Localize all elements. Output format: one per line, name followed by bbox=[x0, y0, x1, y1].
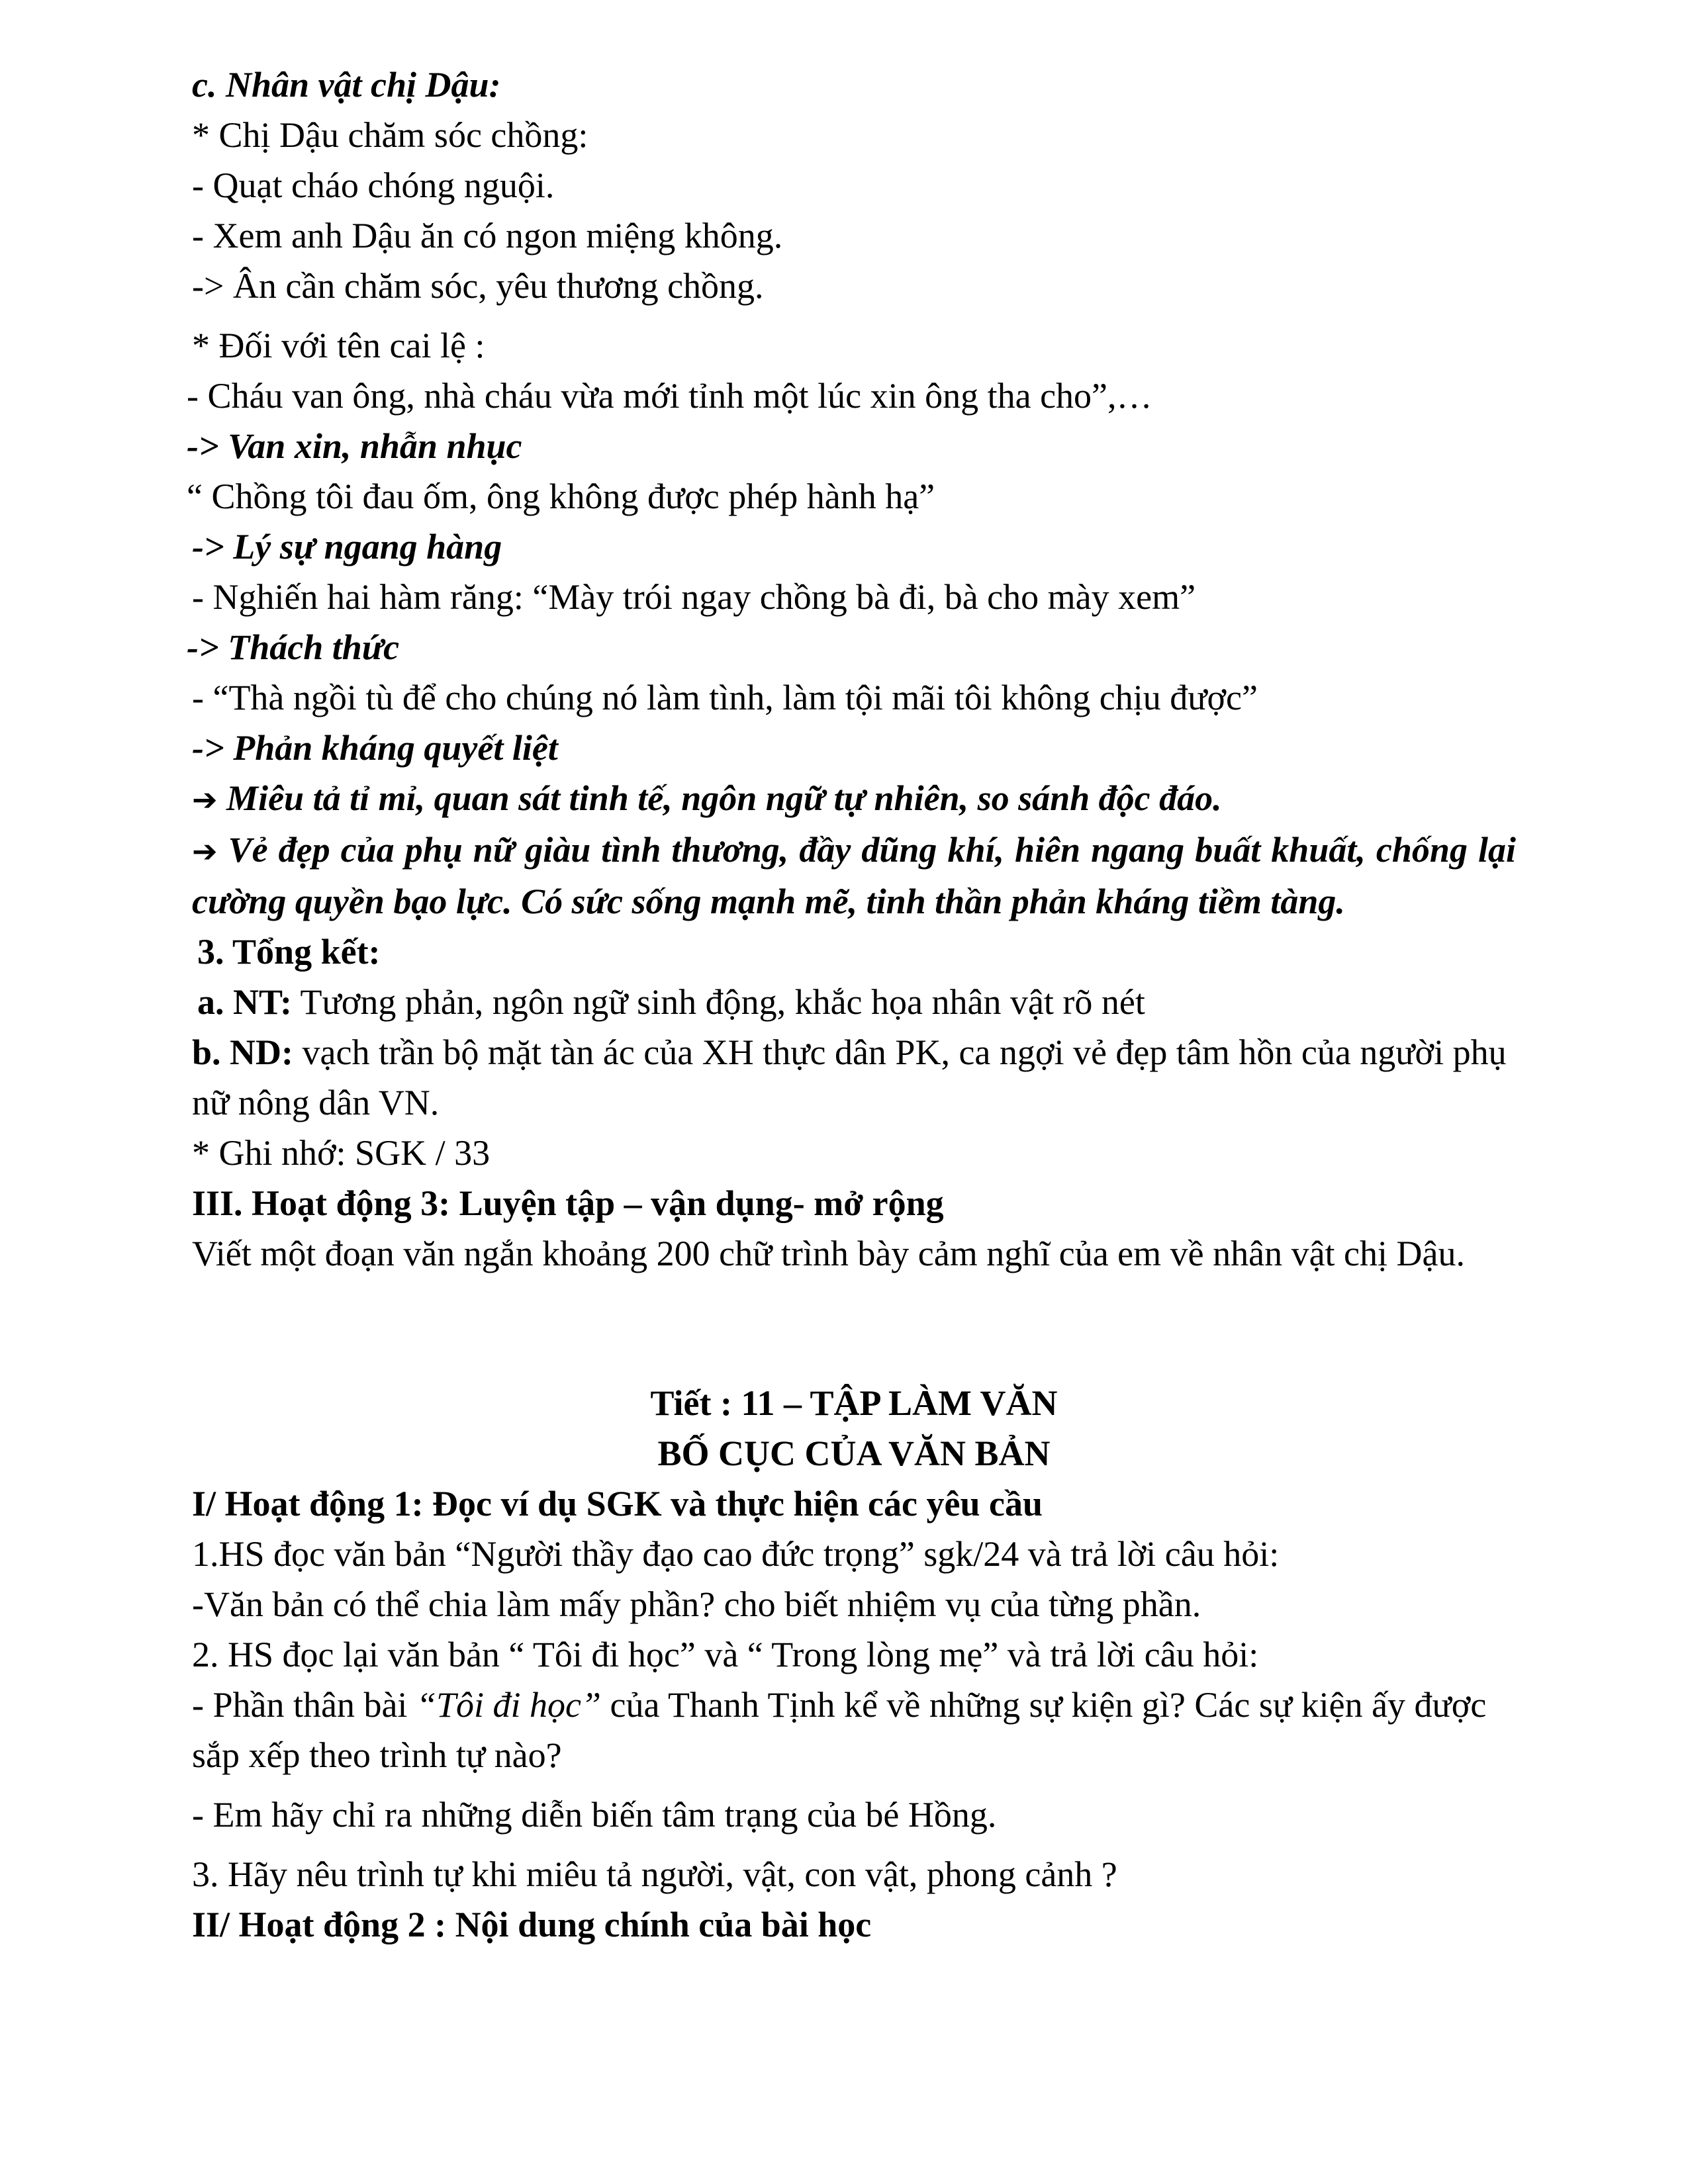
question-2b: - Em hãy chỉ ra những diễn biến tâm trạng của bé Hồng. bbox=[192, 1795, 997, 1835]
question-2: 2. HS đọc lại văn bản “ Tôi đi học” và “ Trong lòng mẹ” và trả lời câu hỏi: bbox=[192, 1635, 1259, 1674]
document-page bbox=[187, 60, 1516, 1950]
lesson-title-line-1: Tiết : 11 – TẬP LÀM VĂN bbox=[650, 1383, 1058, 1423]
summary-note: * Ghi nhớ: SGK / 33 bbox=[192, 1133, 491, 1173]
care-item-1: - Quạt cháo chóng nguội. bbox=[192, 165, 555, 205]
question-2a-pre: - Phần thân bài bbox=[192, 1685, 416, 1725]
arrow-right-icon: ➔ bbox=[192, 782, 218, 817]
summary-nt bbox=[197, 977, 1516, 1027]
quote-4: - “Thà ngồi tù để cho chúng nó làm tình, làm tội mãi tôi không chịu được” bbox=[192, 678, 1258, 717]
result-1: -> Van xin, nhẫn nhục bbox=[187, 426, 522, 466]
nd-text: vạch trần bộ mặt tàn ác của XH thực dân PK, ca ngợi vẻ đẹp tâm hồn của người phụ nữ nông dân VN. bbox=[192, 1032, 1507, 1122]
nt-label: a. NT: bbox=[197, 982, 292, 1022]
question-1a: -Văn bản có thể chia làm mấy phần? cho biết nhiệm vụ của từng phần. bbox=[192, 1584, 1201, 1624]
summary-nd bbox=[192, 1027, 1516, 1128]
cai-le-title: * Đối với tên cai lệ : bbox=[192, 326, 485, 365]
conclusion-2-text: Vẻ đẹp của phụ nữ giàu tình thương, đầy dũng khí, hiên ngang buất khuất, chống lại cường quyền bạo lực. Có sức sống mạnh mẽ, tinh thần phản kháng tiềm tàng. bbox=[192, 830, 1516, 921]
arrow-right-icon: ➔ bbox=[192, 833, 218, 869]
activity3-text: Viết một đoạn văn ngắn khoảng 200 chữ trình bày cảm nghĩ của em về nhân vật chị Dậu. bbox=[192, 1234, 1465, 1273]
quote-3: - Nghiến hai hàm răng: “Mày trói ngay chồng bà đi, bà cho mày xem” bbox=[192, 577, 1196, 617]
question-2a bbox=[192, 1680, 1516, 1780]
result-3: -> Thách thức bbox=[187, 627, 400, 667]
result-2: -> Lý sự ngang hàng bbox=[192, 527, 502, 567]
conclusion-1-text: Miêu tả tỉ mỉ, quan sát tinh tế, ngôn ngữ tự nhiên, so sánh độc đáo. bbox=[226, 778, 1222, 818]
question-2a-title: “Tôi đi học” bbox=[416, 1685, 602, 1725]
question-3: 3. Hãy nêu trình tự khi miêu tả người, vật, con vật, phong cảnh ? bbox=[192, 1854, 1117, 1894]
summary-heading: 3. Tổng kết: bbox=[197, 932, 381, 972]
quote-1: - Cháu van ông, nhà cháu vừa mới tỉnh một lúc xin ông tha cho”,… bbox=[187, 376, 1152, 416]
care-title: * Chị Dậu chăm sóc chồng: bbox=[192, 115, 588, 155]
activity1-heading: I/ Hoạt động 1: Đọc ví dụ SGK và thực hiện các yêu cầu bbox=[192, 1484, 1043, 1524]
result-4: -> Phản kháng quyết liệt bbox=[192, 728, 558, 768]
lesson-title-line-2: BỐ CỤC CỦA VĂN BẢN bbox=[657, 1433, 1051, 1473]
section-spacer bbox=[192, 1279, 1516, 1378]
care-item-2: - Xem anh Dậu ăn có ngon miệng không. bbox=[192, 216, 783, 255]
care-item-3: -> Ân cần chăm sóc, yêu thương chồng. bbox=[192, 266, 764, 306]
section-heading-chi-dau: c. Nhân vật chị Dậu: bbox=[192, 65, 501, 105]
conclusion-2 bbox=[192, 825, 1516, 927]
quote-2: “ Chồng tôi đau ốm, ông không được phép hành hạ” bbox=[187, 477, 935, 516]
question-1: 1.HS đọc văn bản “Người thầy đạo cao đức trọng” sgk/24 và trả lời câu hỏi: bbox=[192, 1534, 1280, 1574]
question-2a-post: của Thanh Tịnh kể về những sự kiện gì? Các sự kiện ấy được sắp xếp theo trình tự nào? bbox=[192, 1685, 1487, 1775]
nd-label: b. ND: bbox=[192, 1032, 294, 1072]
activity2-heading: II/ Hoạt động 2 : Nội dung chính của bài học bbox=[192, 1905, 872, 1944]
conclusion-1 bbox=[192, 773, 1516, 825]
activity3-heading: III. Hoạt động 3: Luyện tập – vận dụng- mở rộng bbox=[192, 1183, 944, 1223]
nt-text: Tương phản, ngôn ngữ sinh động, khắc họa nhân vật rõ nét bbox=[292, 982, 1145, 1022]
